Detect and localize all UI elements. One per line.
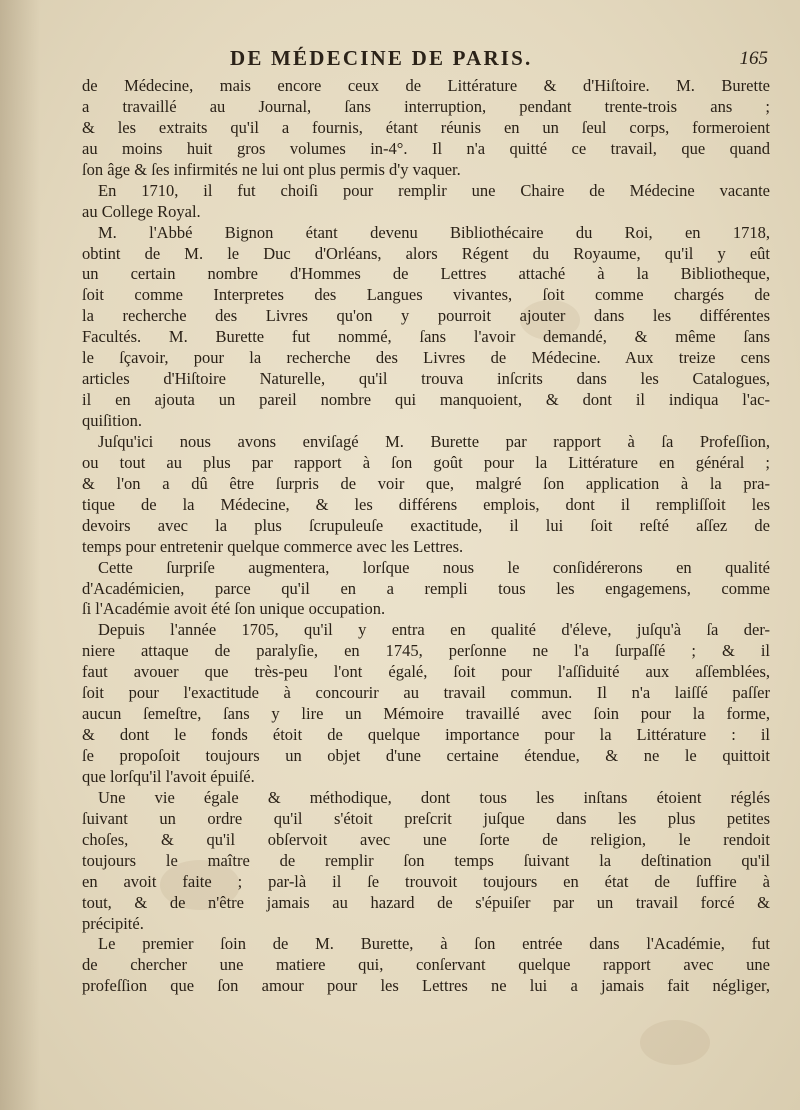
text-line: profeſſion que ſon amour pour les Lettres ne lui a jamais fait négliger, <box>82 976 770 996</box>
text-line: toujours le maître de remplir ſon temps ſuivant la deſtination qu'il <box>82 850 770 870</box>
text-line: la recherche des Livres qu'on y pourroit ajouter dans les différentes <box>82 306 770 326</box>
text-line: Le premier ſoin de M. Burette, à ſon entrée dans l'Académie, fut <box>98 934 770 954</box>
page-header <box>82 46 772 76</box>
text-line: Cette ſurpriſe augmentera, lorſque nous le conſidérerons en qualité <box>98 557 770 577</box>
text-line: en avoit faite ; par-là il ſe trouvoit toujours en état de ſuffire à <box>82 871 770 891</box>
text-line: quiſition. <box>82 411 143 430</box>
text-line: que lorſqu'il l'avoit épuiſé. <box>82 766 255 786</box>
text-line: au College Royal. <box>82 201 201 221</box>
text-line: ſoit pour l'exactitude à concourir au travail commun. Il n'a laiſſé paſſer <box>82 683 770 703</box>
text-line: ſuivant un ordre qu'il s'étoit preſcrit juſque dans les plus petites <box>82 808 770 828</box>
text-line: ſe propoſoit toujours un objet d'une certaine étendue, & ne le quittoit <box>82 746 770 765</box>
text-line: Depuis l'année 1705, qu'il y entra en qualité d'éleve, juſqu'à ſa der- <box>98 620 770 640</box>
text-line: articles d'Hiſtoire Naturelle, qu'il trouva inſcrits dans les Catalogues, <box>82 369 770 389</box>
text-line: choſes, & qu'il obſervoit avec une ſorte de religion, le rendoit <box>82 829 770 849</box>
text-line: a travaillé au Journal, ſans interruption, pendant trente-trois ans ; <box>82 96 770 116</box>
text-line: & l'on a dû être ſurpris de voir que, malgré ſon application à la pra- <box>82 473 770 493</box>
text-line: faut avouer que très-peu l'ont égalé, ſoit pour l'aſſiduité aux aſſemblées, <box>82 662 770 682</box>
text-line: niere attaque de paralyſie, en 1745, perſonne ne l'a ſurpaſſé ; & il <box>82 641 770 661</box>
text-line: ſon âge & ſes infirmités ne lui ont plus permis d'y vaquer. <box>82 159 461 179</box>
text-line: En 1710, il fut choiſi pour remplir une Chaire de Médecine vacante <box>98 180 770 200</box>
text-line: un certain nombre d'Hommes de Lettres attaché à la Bibliotheque, <box>82 264 770 284</box>
text-line: obtint de M. le Duc d'Orléans, alors Régent du Royaume, qu'il y eût <box>82 243 770 263</box>
text-line: de chercher une matiere qui, conſervant quelque rapport avec une <box>82 955 770 975</box>
page-number: 165 <box>739 48 768 69</box>
text-line: M. l'Abbé Bignon étant devenu Bibliothécaire du Roi, en 1718, <box>98 222 770 242</box>
text-line: au moins huit gros volumes in-4°. Il n'a quitté ce travail, que quand <box>82 138 770 158</box>
text-line: ſoit comme Interpretes des Langues vivantes, ſoit comme chargés de <box>82 285 770 305</box>
text-line: aucun ſemeſtre, ſans y lire un Mémoire travaillé avec ſoin pour la forme, <box>82 704 770 724</box>
text-line: de Médecine, mais encore ceux de Littérature & d'Hiſtoire. M. Burette <box>82 76 770 95</box>
running-head: DE MÉDECINE DE PARIS. <box>230 46 533 70</box>
body-text <box>82 76 770 997</box>
text-line: devoirs avec la plus ſcrupuleuſe exactitude, il lui ſoit reſté aſſez de <box>82 515 770 535</box>
text-line: le ſçavoir, pour la recherche des Livres de Médecine. Aux treize cens <box>82 348 770 368</box>
text-line: précipité. <box>82 913 144 933</box>
text-line: ou tout au plus par rapport à ſon goût pour la Littérature en général ; <box>82 452 770 472</box>
text-line: tout, & de n'être jamais au hazard de s'épuiſer par un travail forcé & <box>82 892 770 912</box>
text-line: temps pour entretenir quelque commerce avec les Lettres. <box>82 536 464 556</box>
text-line: d'Académicien, parce qu'il en a rempli tous les engagemens, comme <box>82 578 770 598</box>
text-line: Une vie égale & méthodique, dont tous les inſtans étoient réglés <box>98 787 770 807</box>
text-line: ſi l'Académie avoit été ſon unique occupation. <box>82 599 386 619</box>
text-line: Facultés. M. Burette fut nommé, ſans l'avoir demandé, & même ſans <box>82 327 770 347</box>
text-line: Juſqu'ici nous avons enviſagé M. Burette par rapport à ſa Profeſſion, <box>98 431 770 451</box>
text-line: & les extraits qu'il a fournis, étant réunis en un ſeul corps, formeroient <box>82 117 770 137</box>
text-line: il en ajouta un pareil nombre qui manquoient, & dont il indiqua l'ac- <box>82 390 770 410</box>
gutter-shadow <box>0 0 40 1110</box>
text-line: & dont le fonds étoit de quelque importance pour la Littérature : il <box>82 725 770 745</box>
text-line: tique de la Médecine, & les différens emplois, dont il rempliſſoit les <box>82 494 770 514</box>
foxing-spot <box>640 1020 710 1065</box>
